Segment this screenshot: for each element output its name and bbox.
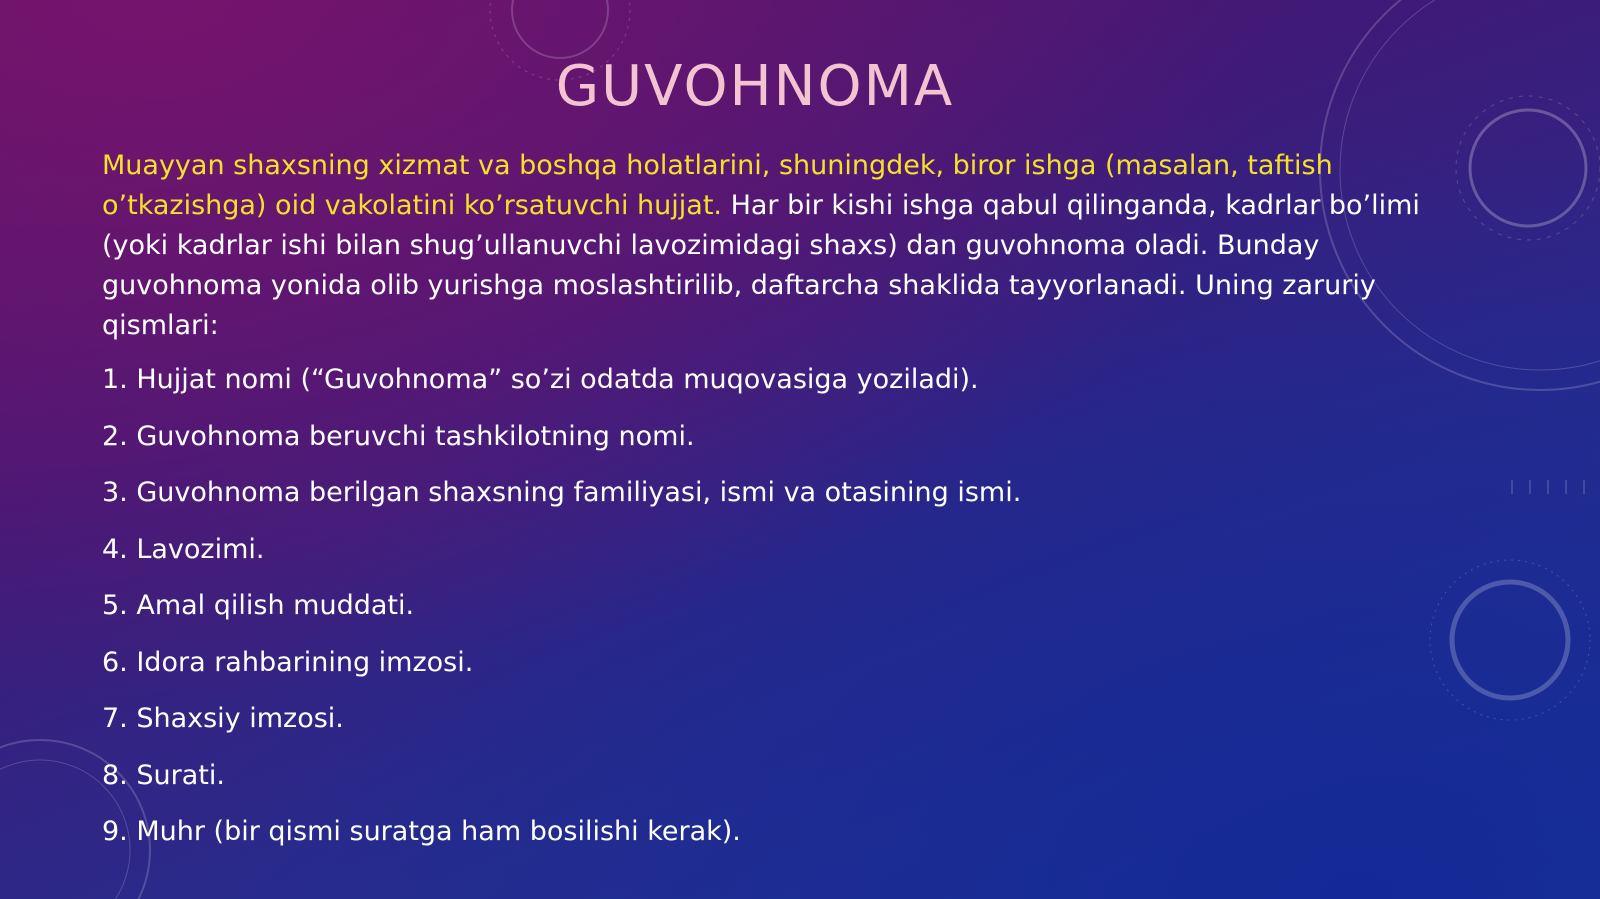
list-item: 6. Idora rahbarining imzosi.	[102, 646, 474, 678]
list-item: 3. Guvohnoma berilgan shaxsning familiyasi, ismi va otasining ismi.	[102, 477, 1022, 508]
slide-title: GUVOHNOMA	[555, 54, 955, 119]
deco-ring-right-mid-outer	[1430, 560, 1590, 720]
requisites-list	[102, 360, 1422, 869]
intro-description: Har bir kishi ishga qabul qilinganda, kadrlar bo’limi (yoki kadrlar ishi bilan shug’ullanuvchi lavozimidagi shaxs) dan guvohnoma oladi. Bunday guvohnoma yonida olib yurishga moslashtirilib, daftarcha shaklida tayyorlanadi. Uning zaruriy qismlari:	[102, 190, 1420, 341]
list-item: 5. Amal qilish muddati.	[102, 590, 415, 621]
intro-definition: Muayyan shaxsning xizmat va boshqa holatlarini, shuningdek, biror ishga (masalan, taftish o’tkazishga) oid vakolatini ko’rsatuvchi hujjat.	[102, 150, 1333, 221]
list-item: 9. Muhr (bir qismi suratga ham bosilishi kerak).	[102, 816, 741, 847]
list-item: 2. Guvohnoma beruvchi tashkilotning nomi.	[102, 420, 695, 452]
deco-ring-top-center	[512, 0, 608, 58]
deco-ring-top-right-small	[1470, 110, 1586, 226]
slide-content	[102, 146, 1422, 869]
deco-tick-marks	[1512, 480, 1584, 494]
list-item: 1. Hujjat nomi (“Guvohnoma” so’zi odatda muqovasiga yoziladi).	[102, 364, 979, 395]
list-item: 7. Shaxsiy imzosi.	[102, 703, 344, 734]
list-item: 4. Lavozimi.	[102, 533, 265, 565]
deco-ring-right-mid	[1452, 582, 1568, 698]
list-item: 8. Surati.	[102, 759, 225, 791]
intro-paragraph	[102, 146, 1422, 346]
